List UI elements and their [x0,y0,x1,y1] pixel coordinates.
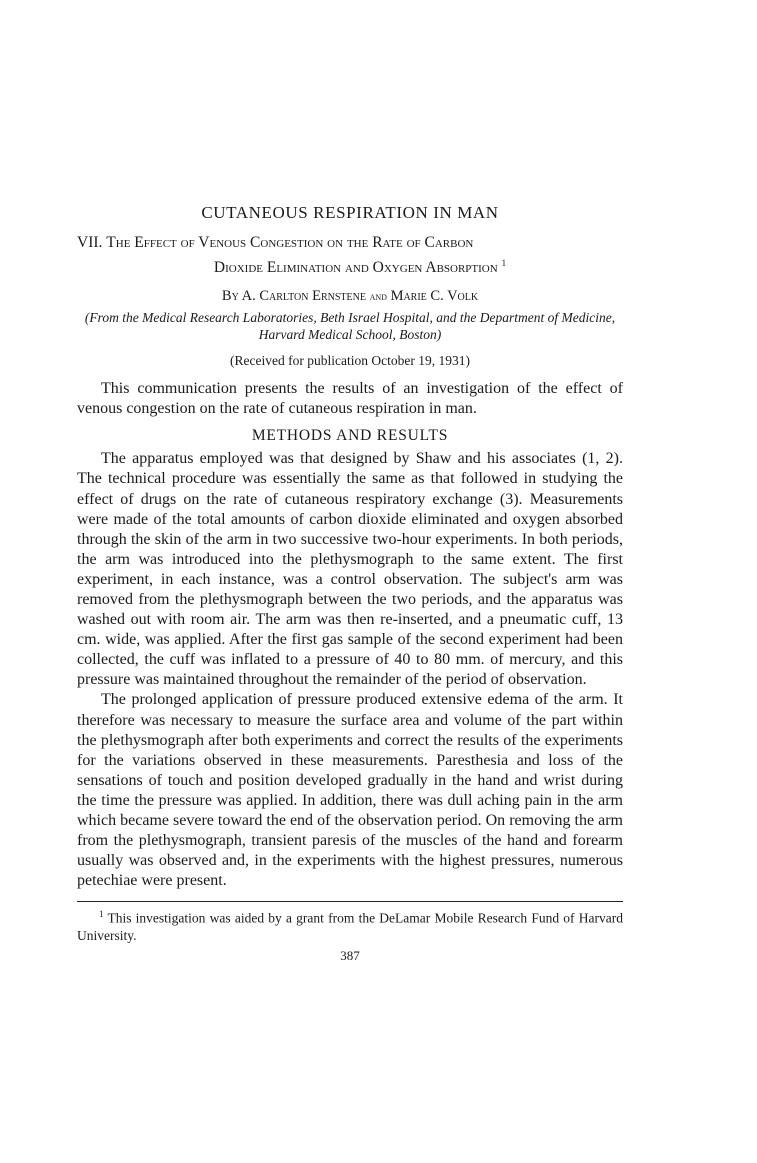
subtitle-footnote-mark[interactable]: 1 [501,258,507,268]
article-title: CUTANEOUS RESPIRATION IN MAN [201,203,499,222]
subtitle-number: VII. [77,234,103,251]
section-heading: METHODS AND RESULTS [251,427,449,445]
subtitle-line-1: The Effect of Venous Congestion on the Rate of Carbon [106,234,474,251]
page-number: 387 [340,947,360,963]
footnote-mark: 1 [99,909,104,920]
intro-paragraph: This communication presents the results of an investigation of the effect of venous congestion on the rate of cutaneous respiration in man. [77,380,623,418]
footnote-text: This investigation was aided by a grant from the DeLamar Mobile Research Fund of Harvard University. [77,910,623,943]
authors-and: and [369,289,387,304]
body-paragraph-1: The apparatus employed was that designed by Shaw and his associates (1, 2). The technical procedure was essentially the same as that followed in studying the effect of drugs on the rate of cutaneous respiratory exchange (3). Measurements were made of the total amounts of carbon dioxide eliminated and oxygen absorbed through the skin of the arm in two successive two-hour experiments. In both periods, the arm was introduced into the plethysmograph to the same extent. The first experiment, in each instance, was a control observation. The subject's arm was removed from the plethysmograph between the two periods, and the apparatus was washed out with room air. The arm was then re-inserted, and a pneumatic cuff, 13 cm. wide, was applied. After the first gas sample of the second experiment had been collected, the cuff was inflated to a pressure of 40 to 80 mm. of mercury, and this pressure was maintained throughout the remainder of the period of observation. [77,450,623,689]
author-line [77,288,623,305]
affiliation: (From the Medical Research Laboratories, Beth Israel Hospital, and the Department of Medicine, Harvard Medical School, Boston) [84,310,616,343]
article-subtitle [77,233,623,278]
author-1: A. Carlton Ernstene [241,288,366,305]
body-paragraph-2: The prolonged application of pressure produced extensive edema of the arm. It therefore was necessary to measure the surface area and volume of the part within the plethysmograph after both experiments and correct the results of the experiments for the variations observed in these measurements. Paresthesia and loss of the sensations of touch and position developed gradually in the hand and wrist during the time the pressure was applied. In addition, there was dull aching pain in the arm which became severe toward the end of the observation period. On removing the arm from the plethysmograph, transient paresis of the muscles of the hand and forearm usually was observed and, in the experiments with the highest pressures, numerous petechiae were present. [77,691,623,890]
footnote [77,906,623,944]
author-2: Marie C. Volk [390,288,479,305]
article-page [77,203,623,964]
authors-by: By [221,288,239,305]
subtitle-line-2: Dioxide Elimination and Oxygen Absorption [213,259,498,277]
footnote-divider [77,901,623,902]
received-date: (Received for publication October 19, 1931) [230,353,470,369]
